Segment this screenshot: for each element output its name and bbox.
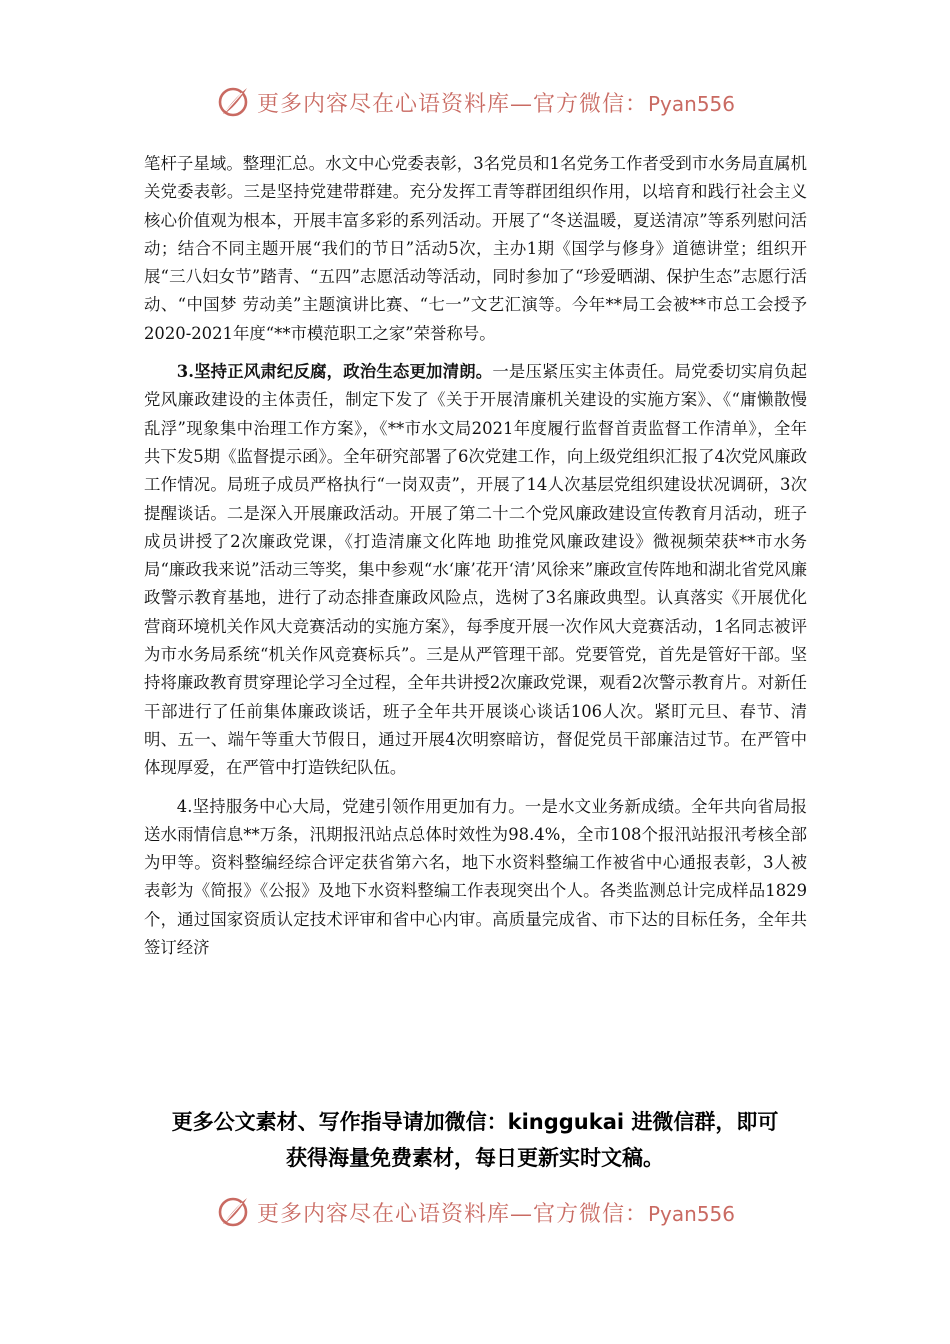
promo-notice — [120, 1104, 830, 1176]
section-3-body: 一是压紧压实主体责任。局党委切实肩负起党风廉政建设的主体责任，制定下发了《关于开展清廉机关建设的实施方案》、《“庸懒散慢乱浮”现象集中治理工作方案》，《**市水文局2021年度履行监督首责监督工作清单》，全年共下发5期《监督提示函》。全年研究部署了6次党建工作，向上级党组织汇报了4次党风廉政工作情况。局班子成员严格执行“一岗双责”，开展了14人次基层党组织建设状况调研，3次提醒谈话。二是深入开展廉政活动。开展了第二十二个党风廉政建设宣传教育月活动，班子成员讲授了2次廉政党课，《打造清廉文化阵地 助推党风廉政建设》微视频荣获**市水务局“廉政我来说”活动三等奖，集中参观“水‘廉’花开‘清’风徐来”廉政宣传阵地和湖北省党风廉政警示教育基地，进行了动态排查廉政风险点，选树了3名廉政典型。认真落实《开展优化营商环境机关作风大竞赛活动的实施方案》，每季度开展一次作风大竞赛活动，1名同志被评为市水务局系统“机关作风竞赛标兵”。三是从严管理干部。党要管党，首先是管好干部。坚持将廉政教育贯穿理论学习全过程，全年共讲授2次廉政党课，观看2次警示教育片。对新任干部进行了任前集体廉政谈话，班子全年共开展谈心谈话106人次。紧盯元旦、春节、清明、五一、端午等重大节假日，通过开展4次明察暗访，督促党员干部廉洁过节。在严管中体现厚爱，在严管中打造铁纪队伍。 — [144, 362, 807, 778]
header-banner-text: 更多内容尽在心语资料库—官方微信：Pyan556 — [256, 91, 736, 117]
paragraph-continuation: 笔杆子星域。整理汇总。水文中心党委表彰，3名党员和1名党务工作者受到市水务局直属机关党委表彰。三是坚持党建带群建。充分发挥工青等群团组织作用，以培育和践行社会主义核心价值观为根本，开展丰富多彩的系列活动。开展了“冬送温暖，夏送清凉”等系列慰问活动；结合不同主题开展“我们的节日”活动5次，主办1期《国学与修身》道德讲堂；组织开展“三八妇女节”踏青、“五四”志愿活动等活动，同时参加了“珍爱晒湖、保护生态”志愿行活动、“中国梦 劳动美”主题演讲比赛、“七一”文艺汇演等。今年**局工会被**市总工会授予2020-2021年度“**市模范职工之家”荣誉称号。 — [144, 154, 807, 343]
footer-banner-text: 更多内容尽在心语资料库—官方微信：Pyan556 — [256, 1201, 736, 1227]
promo-line-2: 获得海量免费素材，每日更新实时文稿。 — [286, 1146, 664, 1170]
document-body — [144, 150, 807, 962]
promo-line-1: 更多公文素材、写作指导请加微信：kinggukai 进微信群，即可 — [171, 1110, 779, 1134]
footer-watermark-banner — [0, 1190, 950, 1234]
paragraph-section-3 — [144, 358, 807, 782]
section-3-heading: 3.坚持正风肃纪反腐，政治生态更加清朗。 — [176, 362, 493, 382]
quill-logo-icon — [215, 84, 251, 120]
paragraph-section-4: 4.坚持服务中心大局，党建引领作用更加有力。一是水文业务新成绩。全年共向省局报送水雨情信息**万条，汛期报汛站点总体时效性为98.4%，全市108个报汛站报汛考核全部为甲等。资料整编经综合评定获省第六名，地下水资料整编工作被省中心通报表彰，3人被表彰为《简报》《公报》及地下水资料整编工作表现突出个人。各类监测总计完成样品1829个，通过国家资质认定技术评审和省中心内审。高质量完成省、市下达的目标任务，全年共签订经济 — [144, 796, 807, 958]
header-wechat-id: Pyan556 — [648, 91, 736, 116]
quill-logo-icon — [215, 1194, 251, 1230]
header-watermark-banner — [0, 80, 950, 124]
footer-wechat-id: Pyan556 — [648, 1201, 736, 1226]
